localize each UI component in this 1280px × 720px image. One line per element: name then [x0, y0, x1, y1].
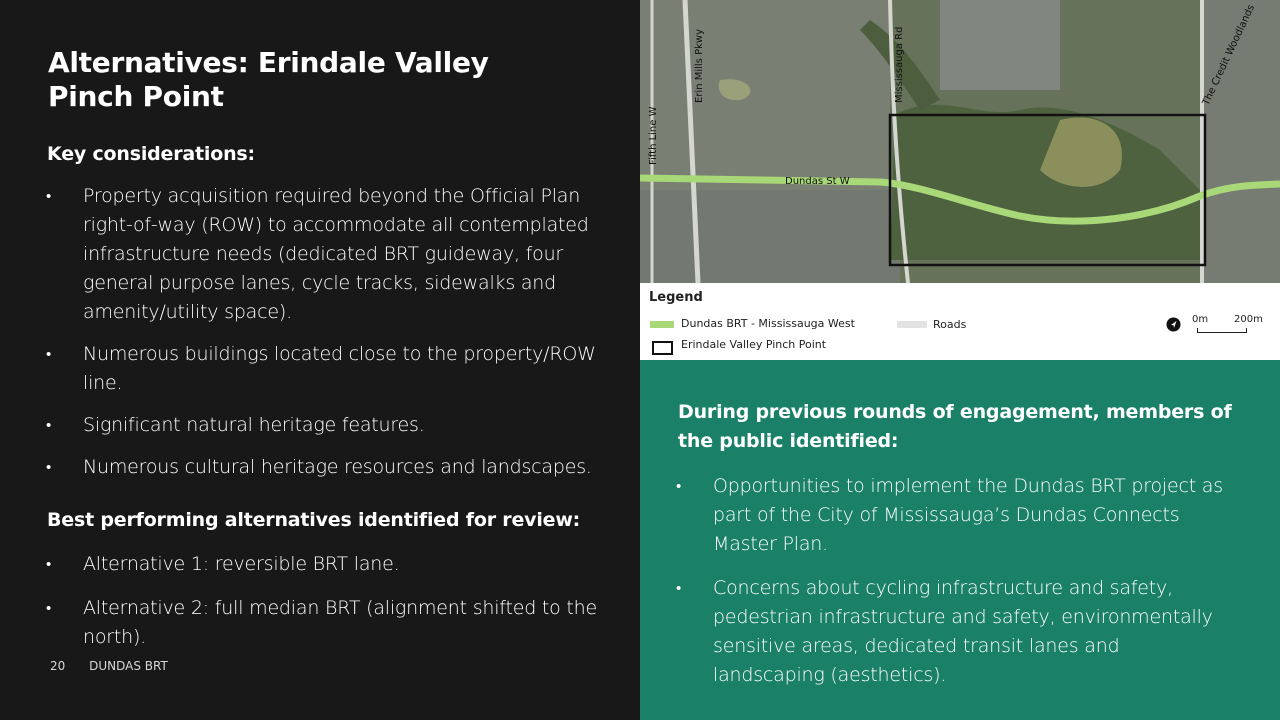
- legend-roads-label: Roads: [933, 318, 967, 331]
- scale-start-label: 0m: [1192, 314, 1209, 325]
- best-alternatives-list: [46, 550, 620, 652]
- scale-bar: [1197, 328, 1247, 333]
- list-item: • Concerns about cycling infrastructure and safety, pedestrian infrastructure and safety, environmentally sensitive areas, dedicated transit lanes and landscaping (aesthetics).: [676, 574, 1228, 690]
- label-fifth-line: Fifth Line W: [648, 106, 659, 165]
- best-alternatives-heading: Best performing alternatives identified for review:: [47, 509, 581, 531]
- label-dundas: Dundas St W: [785, 176, 850, 187]
- list-item: • Numerous buildings located close to the property/ROW line.: [46, 340, 620, 398]
- slide-title: [48, 46, 568, 114]
- title-line-1: Alternatives: Erindale Valley: [48, 46, 489, 79]
- title-line-2: Pinch Point: [48, 80, 224, 113]
- bullet-icon: •: [46, 416, 52, 434]
- pinch-swatch: [652, 341, 673, 355]
- map-image: [640, 0, 1280, 283]
- list-item: • Significant natural heritage features.: [46, 411, 620, 440]
- list-item: • Alternative 2: full median BRT (alignment shifted to the north).: [46, 594, 620, 652]
- label-erin-mills: Erin Mills Pkwy: [694, 29, 705, 103]
- label-credit-woodlands: The Credit Woodlands: [1200, 3, 1258, 108]
- slide-footer: [50, 659, 168, 673]
- engagement-heading: During previous rounds of engagement, members of the public identified:: [678, 401, 1232, 452]
- list-item: • Opportunities to implement the Dundas BRT project as part of the City of Mississauga’s Dundas Connects Master Plan.: [676, 472, 1228, 559]
- list-item: • Numerous cultural heritage resources and landscapes.: [46, 453, 620, 482]
- footer-label: DUNDAS BRT: [89, 659, 168, 673]
- key-considerations-list: [46, 182, 620, 482]
- aerial-map: [640, 0, 1280, 283]
- engagement-list: [676, 472, 1228, 690]
- bullet-icon: •: [46, 187, 52, 205]
- bullet-icon: •: [676, 477, 682, 495]
- roads-swatch: [897, 321, 927, 328]
- bullet-icon: •: [46, 458, 52, 476]
- bullet-icon: •: [46, 345, 52, 363]
- list-item: • Alternative 1: reversible BRT lane.: [46, 550, 620, 579]
- bullet-icon: •: [46, 599, 52, 617]
- engagement-panel: [640, 360, 1280, 720]
- page-number: 20: [50, 659, 66, 673]
- bullet-icon: •: [46, 555, 52, 573]
- key-considerations-heading: Key considerations:: [47, 143, 255, 165]
- label-mississauga-rd: Mississauga Rd: [894, 26, 905, 103]
- map-legend: [640, 283, 1280, 360]
- legend-pinch-label: Erindale Valley Pinch Point: [681, 338, 827, 351]
- legend-title: Legend: [649, 290, 703, 305]
- list-item: • Property acquisition required beyond the Official Plan right-of-way (ROW) to accommodate all contemplated infrastructure needs (dedicated BRT guideway, four general purpose lanes, cycle tracks, sidewalks and amenity/utility space).: [46, 182, 620, 327]
- scale-end-label: 200m: [1234, 314, 1263, 325]
- legend-brt-label: Dundas BRT - Mississauga West: [681, 317, 855, 330]
- brt-swatch: [650, 321, 674, 328]
- north-arrow-icon: [1166, 317, 1181, 332]
- bullet-icon: •: [676, 579, 682, 597]
